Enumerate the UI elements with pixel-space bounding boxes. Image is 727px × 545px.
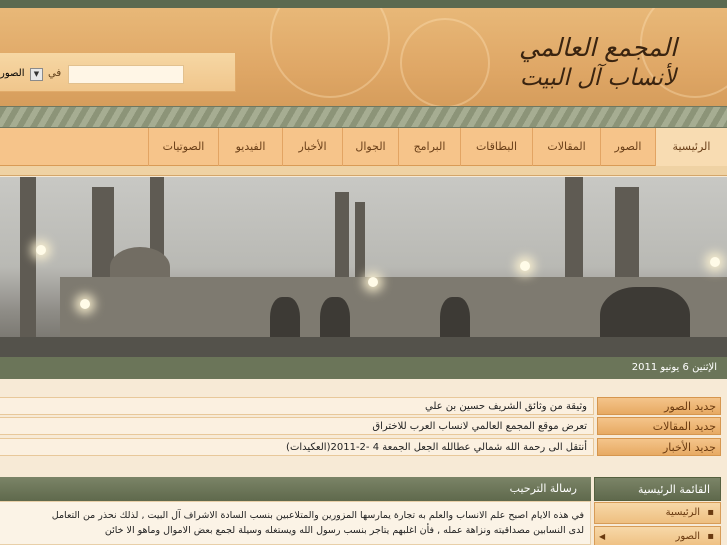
- nav-strip: [0, 166, 727, 176]
- ground: [0, 337, 727, 357]
- nav-item-audio[interactable]: الصوتيات: [148, 128, 218, 166]
- lamp-light: [368, 277, 378, 287]
- main-menu-title: القائمة الرئيسية: [594, 477, 721, 501]
- news-label[interactable]: جديد الأخبار: [597, 438, 721, 456]
- chevron-left-icon: ◀: [599, 532, 606, 541]
- minaret: [20, 177, 36, 357]
- top-stripe: [0, 0, 727, 8]
- site-header: [0, 8, 727, 110]
- search-box: [0, 52, 236, 92]
- welcome-line-1: في هذه الايام اصبح علم الانساب والعلم به تجارة يمارسها المزورين والمتلاعبين بنسب السادة الاشراف آل البيت , لذلك نحذر من التعامل: [51, 510, 584, 521]
- site-logo[interactable]: [519, 33, 677, 93]
- bullet-icon: ▪: [707, 507, 714, 518]
- main-nav: [0, 128, 727, 166]
- decorative-band: [0, 106, 727, 128]
- chevron-down-icon[interactable]: ▼: [30, 68, 43, 81]
- nav-item-photos[interactable]: الصور: [600, 128, 655, 166]
- lamp-light: [36, 245, 46, 255]
- menu-item-photos[interactable]: [594, 526, 721, 545]
- date-bar: الإثنين 6 يونيو 2011: [0, 357, 727, 379]
- banner-image-mosque: [0, 177, 727, 357]
- logo-line-2: لأنساب آل البيت: [519, 65, 677, 91]
- nav-item-programs[interactable]: البرامج: [398, 128, 460, 166]
- welcome-message: [0, 501, 591, 545]
- search-in-label: في: [48, 68, 62, 79]
- nav-item-cards[interactable]: البطاقات: [460, 128, 532, 166]
- news-label[interactable]: جديد المقالات: [597, 417, 721, 435]
- welcome-title: رسالة الترحيب: [0, 477, 591, 501]
- news-ticker-text[interactable]: تعرض موقع المجمع العالمي لانساب العرب للاختراق: [0, 417, 594, 435]
- lamp-light: [80, 299, 90, 309]
- nav-item-news[interactable]: الأخبار: [282, 128, 342, 166]
- logo-line-1: المجمع العالمي: [518, 33, 677, 62]
- news-row-photos: [0, 397, 727, 416]
- header-ornament: [270, 8, 390, 98]
- nav-item-mobile[interactable]: الجوال: [342, 128, 398, 166]
- welcome-line-2: لدى النسابين مصداقيته ونزاهة عمله , فأن اغلبهم يتاجر بنسب رسول الله ويستغله وسيلة لجمع بعض الاموال وماهو الا خائن: [104, 525, 584, 536]
- header-ornament: [400, 18, 490, 108]
- lamp-light: [710, 257, 720, 267]
- lamp-light: [520, 261, 530, 271]
- search-input[interactable]: [68, 65, 184, 84]
- nav-item-home[interactable]: الرئيسية: [655, 128, 727, 166]
- news-label[interactable]: جديد الصور: [597, 397, 721, 415]
- news-row-news: [0, 438, 727, 457]
- menu-item-label: الرئيسية: [665, 507, 701, 518]
- news-ticker-text[interactable]: (العكيدات)أنتقل الى رحمة الله شمالي عطالله الجعل الجمعة 4 -2-2011: [0, 438, 594, 456]
- nav-item-videos[interactable]: الفيديو: [218, 128, 282, 166]
- news-ticker-text[interactable]: وثيقة من وثائق الشريف حسين بن علي: [0, 397, 594, 415]
- menu-item-label: الصور: [675, 531, 701, 542]
- news-row-articles: [0, 417, 727, 436]
- bullet-icon: ▪: [707, 531, 714, 542]
- search-scope-select[interactable]: الصور: [0, 68, 25, 79]
- nav-item-articles[interactable]: المقالات: [532, 128, 600, 166]
- menu-item-home[interactable]: [594, 502, 721, 524]
